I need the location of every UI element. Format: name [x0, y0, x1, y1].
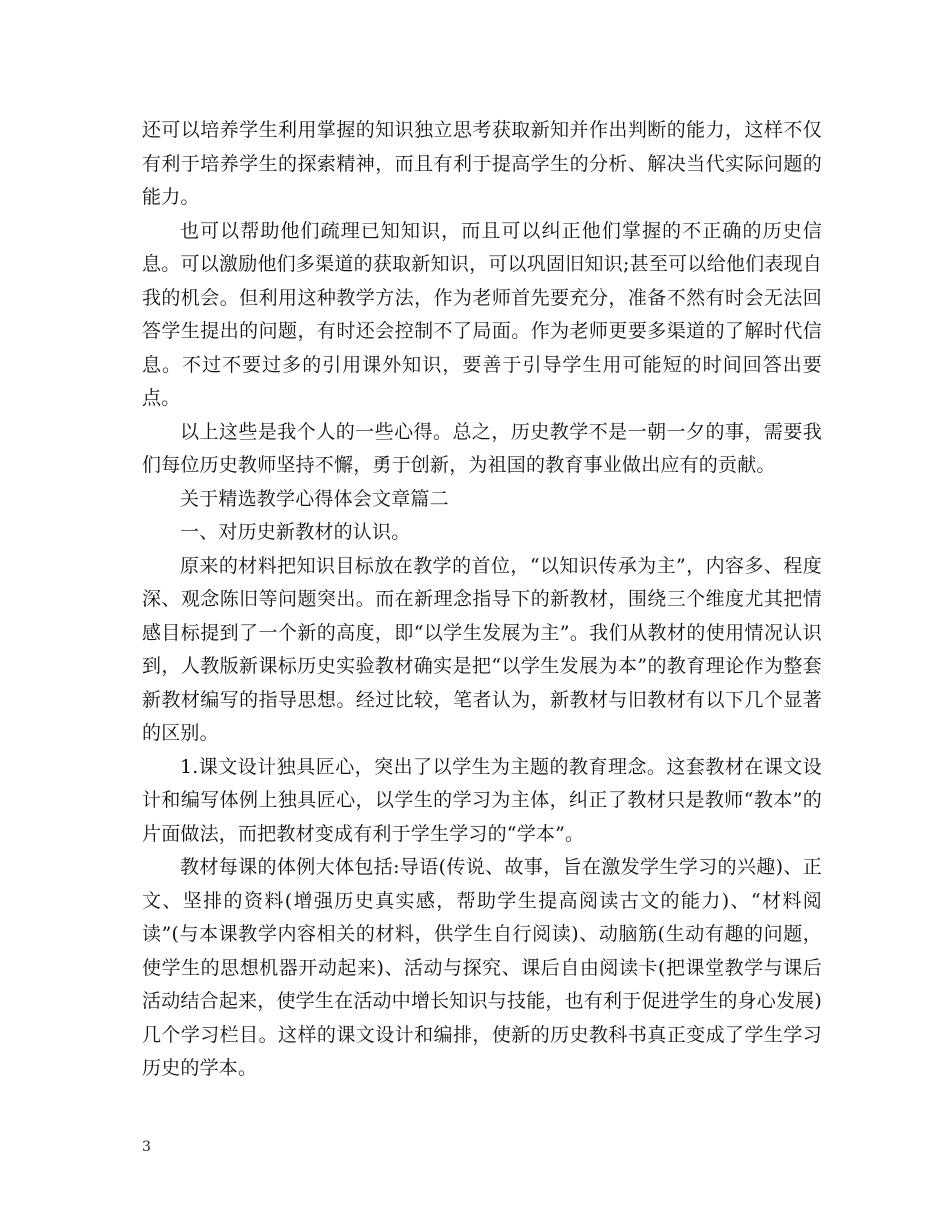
paragraph: 教材每课的体例大体包括:导语(传说、故事，旨在激发学生学习的兴趣)、正文、坚排的资料(增强历史真实感，帮助学生提高阅读古文的能力)、“材料阅读”(与本课教学内容相关的材料，供学生自行阅读)、动脑筋(生动有趣的问题，使学生的思想机器开动起来)、活动与探究、课后自由阅读卡(把课堂教学与课后活动结合起来，使学生在活动中增长知识与技能，也有利于促进学生的身心发展)几个学习栏目。这样的课文设计和编排，使新的历史教科书真正变成了学生学习历史的学本。 — [142, 856, 822, 1079]
paragraph: 还可以培养学生利用掌握的知识独立思考获取新知并作出判断的能力，这样不仅有利于培养学生的探索精神，而且有利于提高学生的分析、解决当代实际问题的能力。 — [142, 119, 822, 208]
paragraph: 也可以帮助他们疏理已知知识，而且可以纠正他们掌握的不正确的历史信息。可以激励他们多渠道的获取新知识，可以巩固旧知识;甚至可以给他们表现自我的机会。但利用这种教学方法，作为老师首先要充分，准备不然有时会无法回答学生提出的问题，有时还会控制不了局面。作为老师更要多渠道的了解时代信息。不过不要过多的引用课外知识，要善于引导学生用可能短的时间回答出要点。 — [142, 219, 822, 409]
page-number: 3 — [142, 1139, 151, 1155]
paragraph: 1.课文设计独具匠心，突出了以学生为主题的教育理念。这套教材在课文设计和编写体例上独具匠心，以学生的学习为主体，纠正了教材只是教师“教本”的片面做法，而把教材变成有利于学生学习的“学本”。 — [142, 755, 822, 845]
document-body — [142, 114, 822, 1086]
paragraph: 以上这些是我个人的一些心得。总之，历史教学不是一朝一夕的事，需要我们每位历史教师坚持不懈，勇于创新，为祖国的教育事业做出应有的贡献。 — [142, 420, 822, 476]
subsection-heading: 一、对历史新教材的认识。 — [180, 521, 411, 543]
section-heading: 关于精选教学心得体会文章篇二 — [180, 487, 449, 510]
paragraph: 原来的材料把知识目标放在教学的首位，“以知识传承为主”，内容多、程度深、观念陈旧等问题突出。而在新理念指导下的新教材，围绕三个维度尤其把情感目标提到了一个新的高度，即“以学生发展为主”。我们从教材的使用情况认识到，人教版新课标历史实验教材确实是把“以学生发展为本”的教育理论作为整套新教材编写的指导思想。经过比较，笔者认为，新教材与旧教材有以下几个显著的区别。 — [142, 554, 822, 744]
